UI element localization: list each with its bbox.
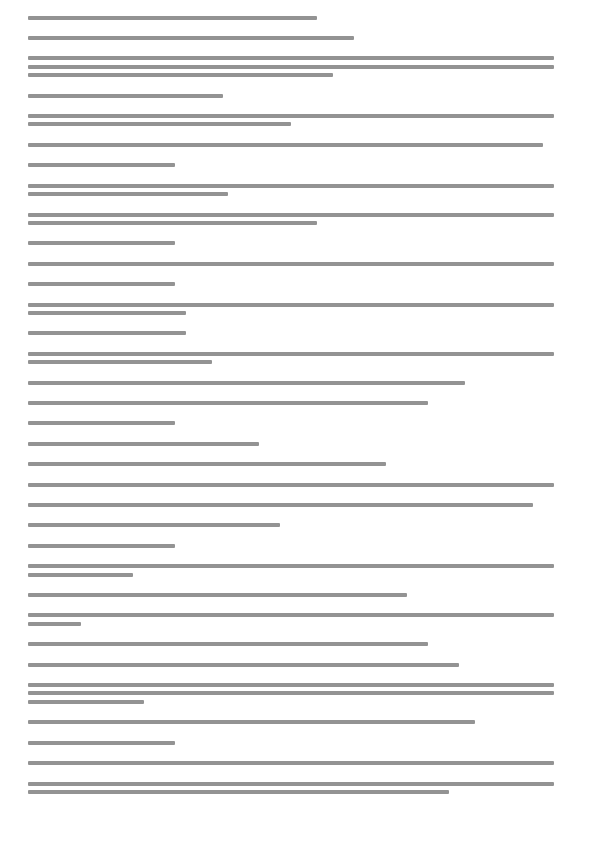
- paragraph: [28, 399, 554, 407]
- text-line-placeholder: [28, 94, 223, 98]
- amendment-note: [28, 92, 554, 100]
- text-line-placeholder: [28, 741, 175, 745]
- text-line-placeholder: [28, 360, 212, 364]
- paragraph: [28, 260, 554, 268]
- paragraph: [28, 211, 554, 228]
- text-line-placeholder: [28, 462, 386, 466]
- text-line-placeholder: [28, 761, 554, 765]
- text-line-placeholder: [28, 213, 554, 217]
- paragraph: [28, 14, 554, 22]
- text-line-placeholder: [28, 381, 465, 385]
- paragraph: [28, 301, 554, 318]
- paragraph: [28, 661, 554, 669]
- amendment-note: [28, 162, 554, 170]
- paragraph: [28, 719, 554, 727]
- text-line-placeholder: [28, 663, 459, 667]
- paragraph: [28, 34, 554, 42]
- text-line-placeholder: [28, 483, 554, 487]
- text-line-placeholder: [28, 36, 354, 40]
- text-line-placeholder: [28, 401, 428, 405]
- document-page: [28, 14, 554, 809]
- text-line-placeholder: [28, 192, 228, 196]
- text-line-placeholder: [28, 622, 81, 626]
- text-line-placeholder: [28, 241, 175, 245]
- paragraph: [28, 641, 554, 649]
- text-line-placeholder: [28, 593, 407, 597]
- text-line-placeholder: [28, 56, 554, 60]
- text-line-placeholder: [28, 143, 543, 147]
- text-line-placeholder: [28, 282, 175, 286]
- text-line-placeholder: [28, 790, 449, 794]
- paragraph: [28, 681, 554, 706]
- text-line-placeholder: [28, 352, 554, 356]
- paragraph: [28, 591, 554, 599]
- text-line-placeholder: [28, 331, 186, 335]
- paragraph: [28, 141, 554, 149]
- amendment-note: [28, 542, 554, 550]
- text-line-placeholder: [28, 544, 175, 548]
- paragraph: [28, 501, 554, 509]
- paragraph: [28, 379, 554, 387]
- text-line-placeholder: [28, 122, 291, 126]
- text-line-placeholder: [28, 683, 554, 687]
- text-line-placeholder: [28, 564, 554, 568]
- text-line-placeholder: [28, 642, 428, 646]
- text-line-placeholder: [28, 311, 186, 315]
- text-line-placeholder: [28, 303, 554, 307]
- paragraph: [28, 612, 554, 629]
- text-line-placeholder: [28, 221, 317, 225]
- text-line-placeholder: [28, 442, 259, 446]
- text-line-placeholder: [28, 114, 554, 118]
- text-line-placeholder: [28, 720, 475, 724]
- text-line-placeholder: [28, 573, 133, 577]
- text-line-placeholder: [28, 16, 317, 20]
- text-line-placeholder: [28, 700, 144, 704]
- amendment-note: [28, 739, 554, 747]
- amendment-note: [28, 281, 554, 289]
- amendment-note: [28, 330, 554, 338]
- paragraph: [28, 55, 554, 80]
- text-line-placeholder: [28, 782, 554, 786]
- paragraph: [28, 461, 554, 469]
- text-line-placeholder: [28, 421, 175, 425]
- paragraph: [28, 563, 554, 580]
- text-line-placeholder: [28, 163, 175, 167]
- text-line-placeholder: [28, 65, 554, 69]
- text-line-placeholder: [28, 523, 280, 527]
- paragraph: [28, 780, 554, 797]
- paragraph: [28, 350, 554, 367]
- text-line-placeholder: [28, 73, 333, 77]
- text-line-placeholder: [28, 503, 533, 507]
- paragraph: [28, 481, 554, 489]
- text-line-placeholder: [28, 613, 554, 617]
- paragraph: [28, 112, 554, 129]
- amendment-note: [28, 240, 554, 248]
- text-line-placeholder: [28, 262, 554, 266]
- paragraph: [28, 440, 554, 448]
- amendment-note: [28, 420, 554, 428]
- text-line-placeholder: [28, 691, 554, 695]
- paragraph: [28, 759, 554, 767]
- paragraph: [28, 182, 554, 199]
- paragraph: [28, 522, 554, 530]
- text-line-placeholder: [28, 184, 554, 188]
